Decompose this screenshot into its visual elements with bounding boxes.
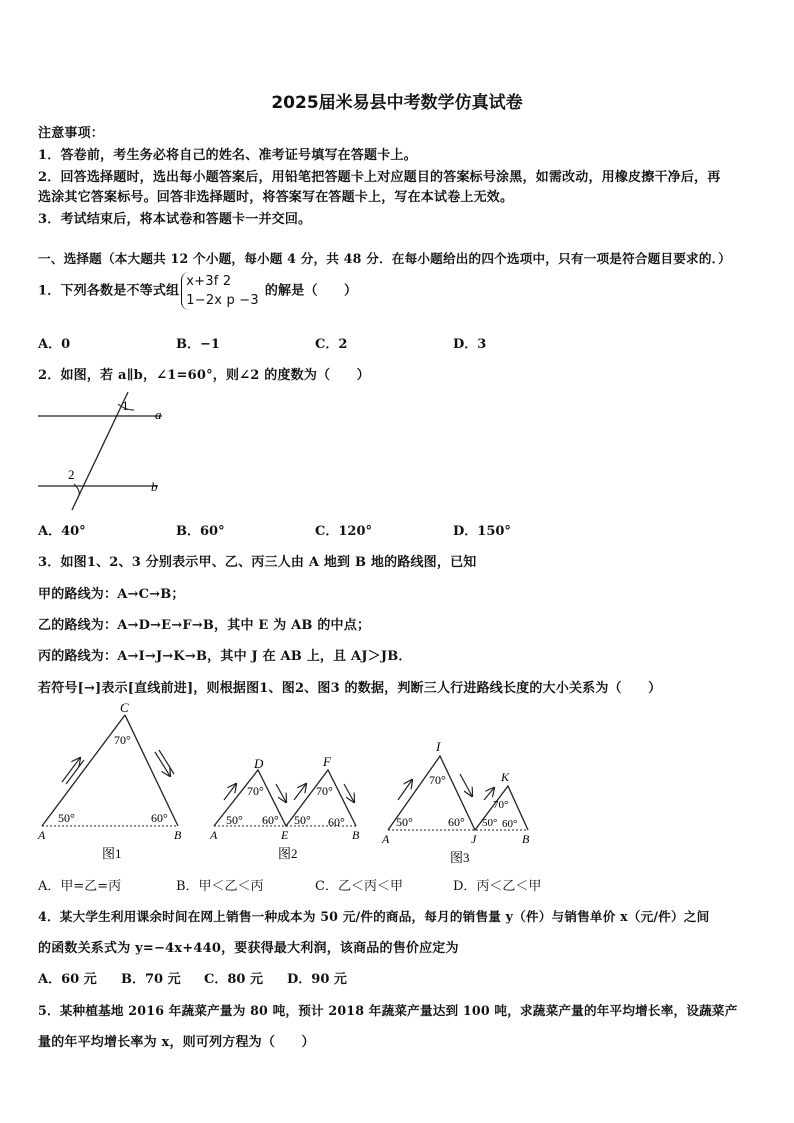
- note-item: 2．回答选择题时，选出每小题答案后，用铅笔把答题卡上对应题目的答案标号涂黑，如需改动，用橡皮擦干净后，再: [38, 170, 721, 185]
- parallel-lines-figure: [30, 388, 180, 514]
- point-d-label: D: [254, 756, 264, 771]
- question-3-line: 丙的路线为：A→I→J→K→B，其中 J 在 AB 上，且 AJ＞JB．: [38, 649, 412, 664]
- point-b-label: B: [352, 828, 360, 842]
- line-b-label: b: [151, 479, 158, 494]
- inequality-system: [181, 272, 263, 310]
- q2-option-a: A．40°: [38, 524, 86, 539]
- question-3-line: 若符号[→]表示[直线前进]，则根据图1、图2、图3 的数据，判断三人行进路线长度的大小关系为（ ）: [38, 681, 662, 696]
- point-b-label: B: [522, 832, 530, 846]
- angle-label: 70°: [114, 733, 131, 747]
- exam-title: 2025届米易县中考数学仿真试卷: [271, 93, 523, 113]
- angle-label: 50°: [396, 815, 413, 829]
- line-a-label: a: [155, 407, 162, 422]
- arrow-icon: [294, 784, 306, 800]
- angle-label: 70°: [493, 799, 509, 811]
- angle-label: 70°: [316, 784, 333, 798]
- note-item: 1．答卷前，考生务必将自己的姓名、准考证号填写在答题卡上。: [38, 148, 417, 163]
- point-i-label: I: [436, 739, 441, 754]
- angle-label: 60°: [502, 818, 518, 830]
- arrow-icon: [398, 780, 412, 800]
- question-3-line: 甲的路线为：A→C→B；: [38, 587, 185, 602]
- angle-label: 60°: [448, 815, 465, 829]
- q4-option-c: C．80 元: [204, 972, 263, 987]
- figure-caption: 图2: [278, 846, 298, 861]
- point-a-label: A: [38, 828, 46, 842]
- point-j-label: J: [471, 832, 477, 846]
- q1-option-a: A．0: [38, 337, 71, 352]
- angle-label: 50°: [482, 817, 498, 829]
- note-item: 3．考试结束后，将本试卷和答题卡一并交回。: [38, 212, 312, 227]
- q3-option-a: A．甲=乙=丙: [38, 879, 122, 894]
- q2-option-c: C．120°: [315, 524, 372, 539]
- question-5-line: 量的年平均增长率为 x，则可列方程为（ ）: [38, 1035, 315, 1050]
- question-2: 2．如图，若 a∥b，∠1=60°，则∠2 的度数为（ ）: [38, 368, 370, 383]
- figure-caption: 图3: [450, 850, 470, 865]
- q4-option-d: D．90 元: [287, 972, 347, 987]
- angle-label: 70°: [247, 784, 264, 798]
- question-1: [38, 272, 357, 310]
- section-heading: 一、选择题（本大题共 12 个小题，每小题 4 分，共 48 分．在每小题给出的四个选项中，只有一项是符合题目要求的．）: [38, 251, 731, 266]
- arrow-icon: [276, 784, 286, 802]
- point-a-label: A: [382, 832, 390, 846]
- angle-label: 50°: [58, 811, 75, 825]
- q4-option-a: A．60 元: [38, 972, 97, 987]
- point-f-label: F: [323, 754, 331, 769]
- inequality-line-1: x+3f 2: [186, 274, 232, 289]
- route-figures: [30, 700, 550, 868]
- notes-heading: 注意事项：: [38, 126, 105, 141]
- figure-2: [209, 754, 360, 861]
- angle-label: 60°: [262, 813, 279, 827]
- angle-label: 70°: [429, 773, 446, 787]
- point-e-label: E: [281, 828, 289, 842]
- arrow-icon: [460, 774, 472, 796]
- arrow-icon: [344, 784, 354, 802]
- angle-2-label: 2: [68, 467, 75, 482]
- q2-option-b: B．60°: [176, 524, 225, 539]
- q1-option-d: D．3: [453, 337, 487, 352]
- question-3-line: 乙的路线为：A→D→E→F→B，其中 E 为 AB 的中点；: [38, 618, 371, 633]
- figure-3: [381, 739, 530, 865]
- inequality-line-2: 1−2x p −3: [186, 293, 259, 308]
- q1-option-c: C．2: [315, 337, 348, 352]
- angle-label: 50°: [294, 813, 311, 827]
- figure-caption: 图1: [102, 846, 122, 861]
- q1-option-b: B．−1: [176, 337, 220, 352]
- q1-suffix: 的解是（ ）: [264, 283, 358, 299]
- q2-option-d: D．150°: [453, 524, 511, 539]
- question-5-line: 5．某种植基地 2016 年蔬菜产量为 80 吨，预计 2018 年蔬菜产量达到 100 吨，求蔬菜产量的年平均增长率，设蔬菜产: [38, 1003, 738, 1018]
- figure-1: [37, 700, 182, 861]
- question-3-line: 3．如图1、2、3 分别表示甲、乙、丙三人由 A 地到 B 地的路线图，已知: [38, 555, 477, 570]
- q4-option-b: B．70 元: [121, 972, 181, 987]
- transversal-line: [72, 392, 128, 510]
- angle-1-label: 1: [122, 398, 129, 413]
- question-4-line: 4．某大学生利用课余时间在网上销售一种成本为 50 元/件的商品，每月的销售量 y（件）与销售单价 x（元/件）之间: [38, 909, 710, 924]
- q3-option-d: D．丙＜乙＜甲: [453, 879, 542, 894]
- q3-option-b: B．甲＜乙＜丙: [176, 879, 264, 894]
- point-k-label: K: [501, 770, 510, 784]
- point-b-label: B: [174, 828, 182, 842]
- point-a-label: A: [210, 828, 218, 842]
- angle-label: 50°: [226, 813, 243, 827]
- note-item: 选涂其它答案标号。回答非选择题时，将答案写在答题卡上，写在本试卷上无效。: [38, 190, 514, 205]
- angle-label: 60°: [151, 811, 168, 825]
- arrow-icon: [224, 784, 236, 800]
- q3-option-c: C．乙＜丙＜甲: [315, 879, 403, 894]
- q1-prefix: 1．下列各数是不等式组: [38, 283, 180, 299]
- angle-label: 60°: [328, 815, 345, 829]
- point-c-label: C: [120, 700, 129, 715]
- question-4-line: 的函数关系式为 y=−4x+440，要获得最大利润，该商品的售价应定为: [38, 941, 459, 956]
